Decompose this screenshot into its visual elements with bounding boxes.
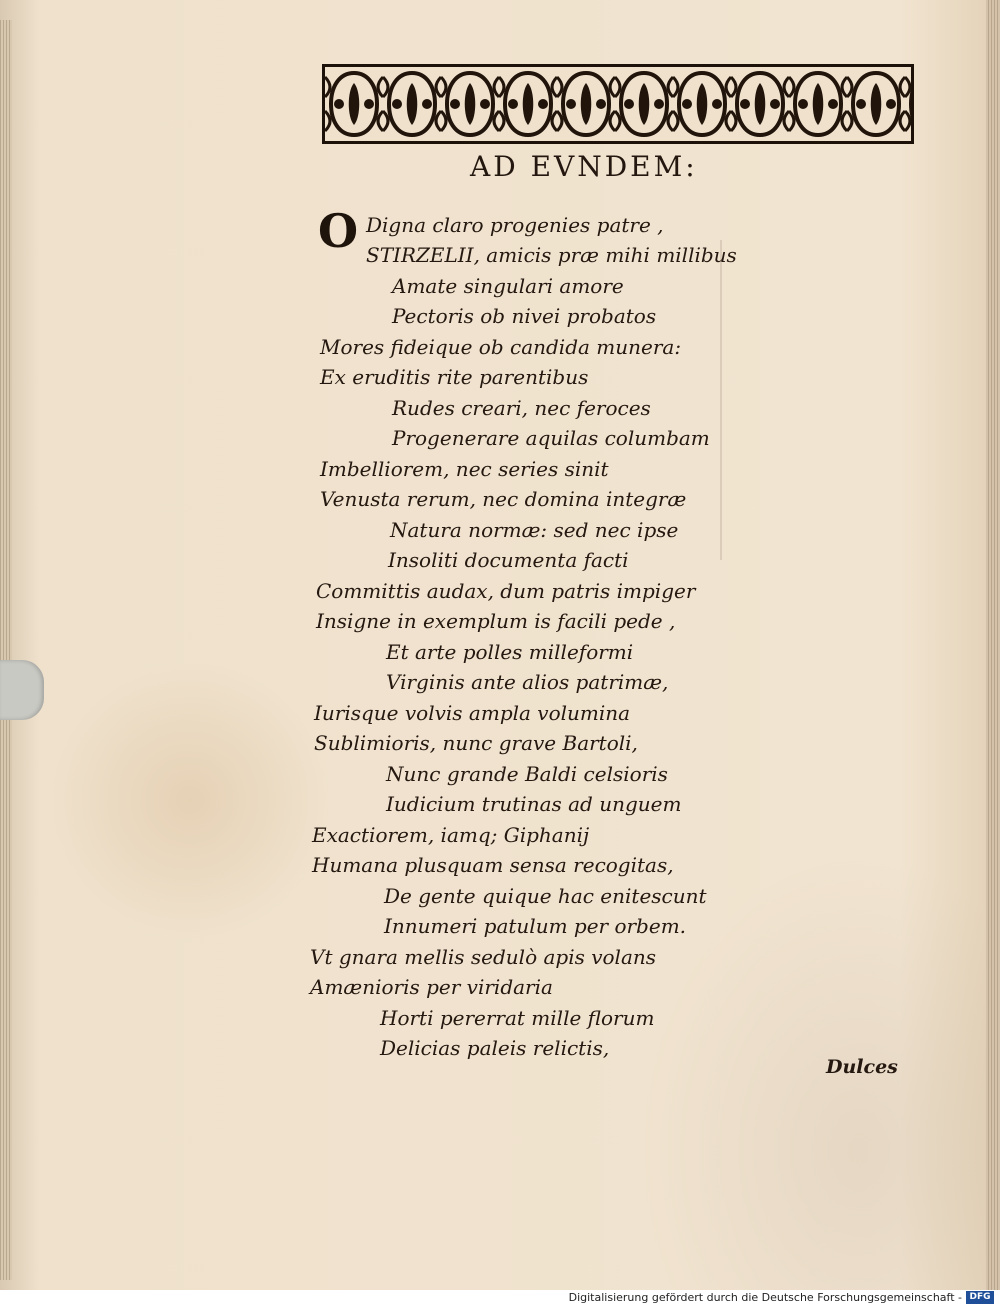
- poem-line: Et arte polles milleformi: [386, 640, 634, 664]
- poem-line: Amate singulari amore: [392, 274, 624, 298]
- poem-line: STIRZELII, amicis præ mihi millibus: [366, 243, 737, 267]
- show-through-shadow: [720, 240, 802, 560]
- poem-line: De gente quique hac enitescunt: [384, 884, 707, 908]
- poem-line: Venusta rerum, nec domina integræ: [320, 487, 687, 511]
- poem-line: Imbelliorem, nec series sinit: [320, 457, 609, 481]
- poem-line: Progenerare aquilas columbam: [392, 426, 710, 450]
- section-heading: AD EVNDEM:: [470, 150, 698, 183]
- page-tab-marker: [0, 660, 44, 720]
- poem-line: Iurisque volvis ampla volumina: [314, 701, 631, 725]
- catchword: Dulces: [826, 1056, 898, 1078]
- ornament-band-icon: [322, 64, 914, 144]
- poem-line: Insigne in exemplum is facili pede ,: [316, 609, 676, 633]
- page-stack-right-edge: [986, 0, 1000, 1290]
- poem-line: Delicias paleis relictis,: [380, 1036, 610, 1060]
- drop-capital: O: [318, 204, 359, 258]
- page-stack-left-edge: [0, 20, 12, 1280]
- footer-bar: [0, 1290, 1000, 1306]
- poem-line: Innumeri patulum per orbem.: [384, 914, 687, 938]
- poem-line: Natura normæ: sed nec ipse: [390, 518, 679, 542]
- poem-line: Nunc grande Baldi celsioris: [386, 762, 668, 786]
- poem-line: Insoliti documenta facti: [388, 548, 629, 572]
- poem-line: Digna claro progenies patre ,: [366, 213, 664, 237]
- poem-line: Amænioris per viridaria: [310, 975, 553, 999]
- poem-line: Rudes creari, nec feroces: [392, 396, 651, 420]
- poem-line: Mores fideique ob candida munera:: [320, 335, 682, 359]
- poem-line: Committis audax, dum patris impiger: [316, 579, 696, 603]
- poem-line: Horti pererrat mille florum: [380, 1006, 655, 1030]
- footer-credit: Digitalisierung gefördert durch die Deutsche Forschungsgemeinschaft -: [568, 1291, 962, 1304]
- poem-line: Humana plusquam sensa recogitas,: [312, 853, 674, 877]
- dfg-logo-icon: DFG: [966, 1291, 994, 1304]
- poem-line: Iudicium trutinas ad unguem: [386, 792, 682, 816]
- poem-line: Pectoris ob nivei probatos: [392, 304, 657, 328]
- poem-line: Sublimioris, nunc grave Bartoli,: [314, 731, 638, 755]
- poem-line: Vt gnara mellis sedulò apis volans: [310, 945, 657, 969]
- poem-line: Ex eruditis rite parentibus: [320, 365, 589, 389]
- poem-line: Virginis ante alios patrimæ,: [386, 670, 669, 694]
- poem-line: Exactiorem, iamq; Giphanij: [312, 823, 590, 847]
